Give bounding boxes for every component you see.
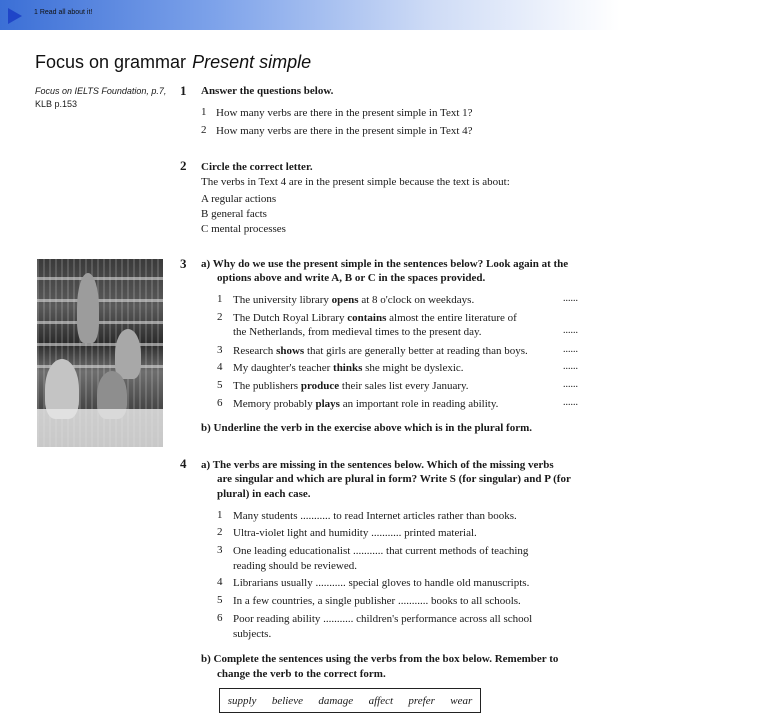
exercise-1-number: 1: [180, 83, 187, 98]
exercise-2-option: B general facts: [201, 208, 267, 220]
word-box-word: damage: [318, 694, 354, 707]
reference-line-1: Focus on IELTS Foundation, p.7,: [35, 86, 167, 96]
exercise-2-number: 2: [180, 158, 187, 173]
target-verb: contains: [347, 312, 387, 324]
exercise-2-option: A regular actions: [201, 193, 277, 205]
page-title-sub: Present simple: [192, 52, 312, 72]
exercise-4a-instruction-cont: plural) in each case.: [217, 488, 311, 500]
exercise-4-item-text: Poor reading ability ........... children's performance across all school: [233, 613, 533, 625]
exercise-4-item-text: Ultra-violet light and humidity ........... printed material.: [233, 527, 477, 539]
exercise-3b-instruction: b) Underline the verb in the exercise above which is in the plural form.: [201, 422, 532, 434]
exercise-4-item-text: Many students ........... to read Internet articles rather than books.: [233, 510, 517, 522]
library-photo: [37, 259, 163, 447]
exercise-3-item-text: My daughter's teacher thinks she might be dyslexic.: [233, 362, 464, 374]
exercise-3-item-number: 6: [217, 397, 223, 409]
exercise-4-item-text-cont: subjects.: [233, 628, 272, 640]
top-bar-label: 1 Read all about it!: [34, 9, 93, 16]
exercise-4-item-number: 2: [217, 526, 223, 538]
exercise-4-item-number: 4: [217, 576, 223, 588]
exercise-4a-instruction: a) The verbs are missing in the sentences below. Which of the missing verbs: [201, 459, 554, 471]
exercise-3-item-number: 1: [217, 293, 223, 305]
exercise-3-item-text-cont: the Netherlands, from medieval times to the present day.: [233, 326, 482, 338]
exercise-3a-instruction-cont: options above and write A, B or C in the spaces provided.: [217, 272, 486, 284]
exercise-3-item-number: 4: [217, 361, 223, 373]
target-verb: produce: [300, 380, 340, 392]
exercise-1-item-number: 1: [201, 106, 207, 118]
target-verb: plays: [315, 398, 340, 410]
word-box-word: believe: [271, 694, 303, 707]
exercise-4b-instruction-cont: change the verb to the correct form.: [217, 668, 386, 680]
exercise-3-item-text: The Dutch Royal Library contains almost the entire literature of: [233, 312, 517, 324]
exercise-4-item-number: 3: [217, 544, 223, 556]
exercise-4a-instruction-cont: are singular and which are plural in form? Write S (for singular) and P (for: [217, 473, 571, 485]
exercise-2-instruction: Circle the correct letter.: [201, 161, 313, 173]
exercise-2-line: The verbs in Text 4 are in the present simple because the text is about:: [201, 176, 510, 188]
answer-blank[interactable]: ......: [563, 325, 578, 336]
exercise-1-item-text: How many verbs are there in the present simple in Text 1?: [216, 107, 473, 119]
exercise-3-number: 3: [180, 256, 187, 271]
word-box-word: prefer: [408, 694, 435, 707]
exercise-4-item-text: In a few countries, a single publisher ........... books to all schools.: [233, 595, 521, 607]
answer-blank[interactable]: ......: [563, 344, 578, 355]
exercise-3-item-number: 5: [217, 379, 223, 391]
exercise-1-item-text: How many verbs are there in the present simple in Text 4?: [216, 125, 473, 137]
target-verb: thinks: [333, 362, 363, 374]
exercise-4-item-number: 6: [217, 612, 223, 624]
exercise-4-number: 4: [180, 456, 187, 471]
reference-line-2: KLB p.153: [35, 99, 78, 109]
word-box-word: wear: [450, 694, 473, 707]
answer-blank[interactable]: ......: [563, 293, 578, 304]
exercise-3-item-text: The university library opens at 8 o'clock on weekdays.: [233, 294, 475, 306]
exercise-4-item-text: Librarians usually ........... special gloves to handle old manuscripts.: [233, 577, 530, 589]
exercise-1-item-number: 2: [201, 124, 207, 136]
word-box-word: supply: [227, 694, 257, 707]
answer-blank[interactable]: ......: [563, 397, 578, 408]
answer-blank[interactable]: ......: [563, 361, 578, 372]
exercise-4-item-text-cont: reading should be reviewed.: [233, 560, 358, 572]
word-box-word: affect: [368, 694, 394, 707]
exercise-4-item-number: 1: [217, 509, 223, 521]
exercise-1-instruction: Answer the questions below.: [201, 85, 334, 97]
page-title-main: Focus on grammar: [35, 52, 187, 72]
exercise-3-item-number: 2: [217, 311, 223, 323]
exercise-2-option: C mental processes: [201, 223, 286, 235]
exercise-3-item-text: Research shows that girls are generally better at reading than boys.: [233, 345, 528, 357]
exercise-4b-instruction: b) Complete the sentences using the verbs from the box below. Remember to: [201, 653, 559, 665]
exercise-4-item-text: One leading educationalist ........... that current methods of teaching: [233, 545, 529, 557]
answer-blank[interactable]: ......: [563, 379, 578, 390]
play-icon[interactable]: [8, 8, 22, 24]
exercise-3a-instruction: a) Why do we use the present simple in the sentences below? Look again at the: [201, 258, 569, 270]
exercise-4-item-number: 5: [217, 594, 223, 606]
word-box: [219, 688, 481, 713]
top-bar: [0, 0, 620, 30]
exercise-3-item-text: Memory probably plays an important role in reading ability.: [233, 398, 499, 410]
page-title: [35, 52, 311, 73]
target-verb: opens: [331, 294, 359, 306]
exercise-3-item-text: The publishers produce their sales list every January.: [233, 380, 469, 392]
book-reference: [35, 85, 175, 111]
exercise-3-item-number: 3: [217, 344, 223, 356]
target-verb: shows: [276, 345, 305, 357]
